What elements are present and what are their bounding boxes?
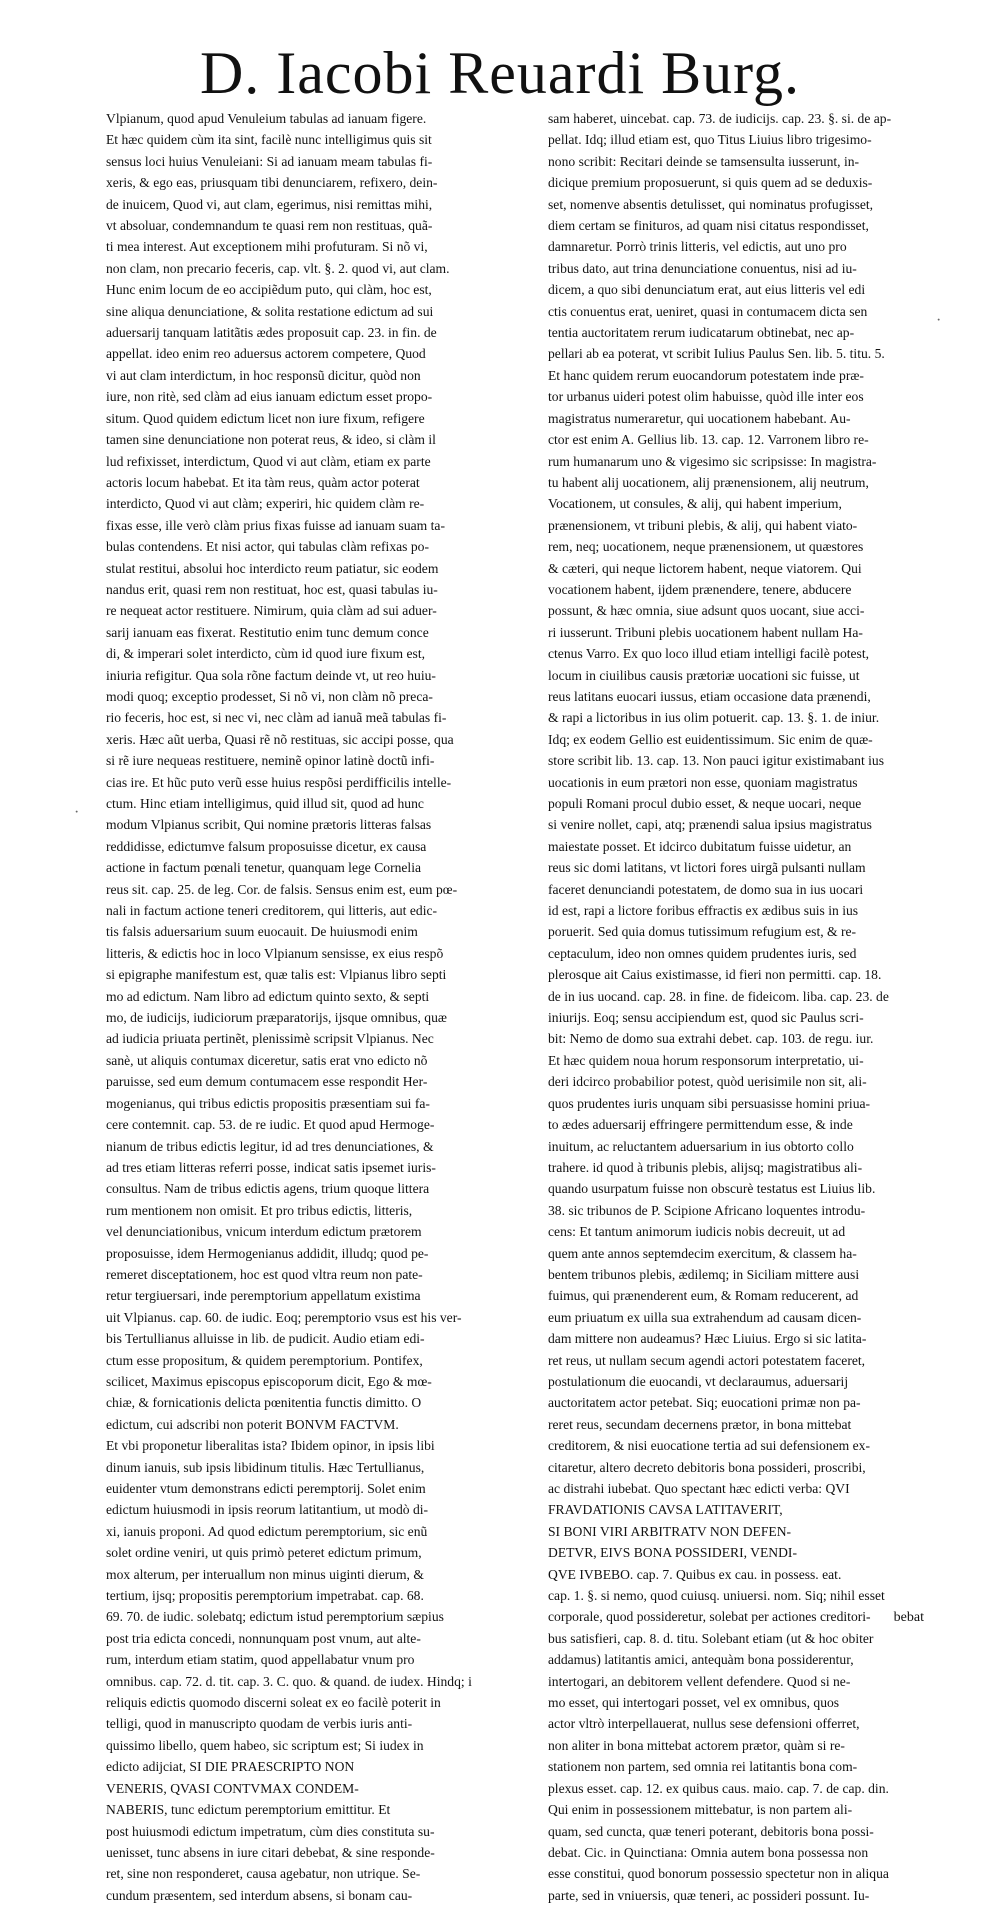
text-line: Qui enim in possessionem mittebatur, is non partem ali- xyxy=(548,1802,853,1818)
text-line: modum Vlpianus scribit, Qui nomine prætoris litteras falsas xyxy=(106,817,432,833)
text-line: addamus) latitantis amici, antequàm bona possiderentur, xyxy=(548,1652,854,1668)
text-line: populi Romani procul dubio esset, & neque uocari, neque xyxy=(548,796,862,811)
text-line: consultus. Nam de tribus edictis agens, trium quoque littera xyxy=(106,1181,430,1197)
text-line: ret reus, ut nullam secum agendi actori potestatem faceret, xyxy=(548,1352,866,1368)
text-line: bus satisfieri, cap. 8. d. titu. Solebant etiam (ut & hoc obiter xyxy=(548,1630,874,1646)
text-line: modi quoq; exceptio prodesset, Si nõ vi, non clàm nõ preca- xyxy=(106,688,433,704)
text-line: mo esset, qui intertogari posset, vel ex omnibus, quos xyxy=(548,1695,840,1711)
text-line: poruerit. Sed quia domus tutissimum refugium est, & re- xyxy=(548,924,857,940)
text-line: mox alterum, per interuallum non minus uiginti dierum, & xyxy=(106,1566,424,1582)
text-line: trahere. id quod à tribunis plebis, alijsq; magistratibus ali- xyxy=(548,1159,863,1175)
text-line: inuitum, ac reluctantem aduersarium in ius obtorto collo xyxy=(548,1138,854,1154)
text-line: VENERIS, QVASI CONTVMAX CONDEM- xyxy=(106,1780,359,1796)
text-line: & cæteri, qui neque lictorem habent, neque viatorem. Qui xyxy=(548,560,862,576)
text-line: diem certam se finituros, ad quam nisi citatus respondisset, xyxy=(548,218,869,234)
text-line: reliquis edictis quomodo discerni soleat ex eo facilè poterit in xyxy=(106,1695,441,1711)
text-line: edictum, cui adscribi non poterit BONVM FACTVM. xyxy=(106,1416,399,1432)
text-line: quam, sed cuncta, quæ teneri poterant, debitoris bona possi- xyxy=(548,1823,874,1839)
text-line: de inuicem, Quod vi, aut clam, egerimus, nisi remittas mihi, xyxy=(106,196,433,212)
text-line: NABERIS, tunc edictum peremptorium emittitur. Et xyxy=(106,1802,391,1818)
text-line: esse constitui, quod bonorum possessio spectetur non in aliqua xyxy=(548,1866,889,1882)
text-line: bit: Nemo de domo sua extrahi debet. cap. 103. de regu. iur. xyxy=(548,1031,874,1047)
text-line: intertogari, an debitorem vellent defendere. Quod si ne- xyxy=(548,1673,851,1689)
text-line: fixas esse, ille verò clàm prius fixas fuisse ad ianuam suam ta- xyxy=(106,517,445,533)
text-line: ctis conuentus erat, ueniret, quasi in contumacem dicta sen xyxy=(548,303,868,319)
text-line: id est, rapi a lictore foribus effractis ex ædibus suis in ius xyxy=(548,903,859,919)
text-line: vi aut clam interdictum, in hoc responsũ dicitur, quòd non xyxy=(106,367,421,383)
text-line: debat. Cic. in Quinctiana: Omnia autem bona possessa non xyxy=(548,1844,869,1860)
text-line: tamen sine denunciatione non poterat reus, & ideo, si clàm il xyxy=(106,432,436,448)
text-line: telligi, quod in manuscripto quodam de verbis iuris anti- xyxy=(106,1716,413,1732)
text-line: nono scribit: Recitari deinde se tamsensulta iusserunt, in- xyxy=(548,153,860,169)
text-line: dinum ianuis, sub ipsis libidinum titulis. Hæc Tertullianus, xyxy=(106,1459,425,1475)
text-line: mogenianus, qui tribus edictis propositis præsentiam sui fa- xyxy=(106,1095,430,1111)
text-line: reret reus, secundam decernens prætor, in bona mittebat xyxy=(548,1416,852,1432)
text-line: stulat restitui, absolui hoc interdicto reum patiatur, sic eodem xyxy=(106,560,439,576)
text-line: Et vbi proponetur liberalitas ista? Ibidem opinor, in ipsis libi xyxy=(106,1438,435,1454)
text-line: set, nomenve absentis detulisset, qui nominatus profugisset, xyxy=(548,196,874,212)
text-line: store scribit lib. 13. cap. 13. Non pauci igitur existimabant ius xyxy=(548,753,885,769)
text-line: ac distrahi iubebat. Quo spectant hæc edicti verba: QVI xyxy=(548,1481,850,1496)
text-line: parte, sed in vniuersis, quæ teneri, ac possideri possunt. Iu- xyxy=(548,1887,870,1903)
text-line: tu habent alij uocationem, alij prænensionem, alij neutrum, xyxy=(548,474,869,490)
text-line: bentem tribunos plebis, ædilemq; in Siciliam mittere ausi xyxy=(548,1266,860,1282)
text-line: postulationum die euocandi, vt declaraumus, aduersarij xyxy=(548,1373,849,1389)
text-line: cap. 1. §. si nemo, quod cuiusq. uniuersi. nom. Siq; nihil esset xyxy=(548,1588,885,1604)
text-line: interdicto, Quod vi aut clàm; experiri, hic quidem clàm re- xyxy=(106,496,425,512)
text-line: sam haberet, uincebat. cap. 73. de iudicijs. cap. 23. §. si. de ap- xyxy=(548,111,892,126)
text-line: actione in factum pœnali tenetur, quanquam lege Cornelia xyxy=(106,860,422,876)
text-line: to ædes aduersarij effringere permittendum esse, & inde xyxy=(548,1117,853,1133)
text-line: cere contemnit. cap. 53. de re iudic. Et quod apud Hermoge- xyxy=(106,1117,435,1133)
text-line: ad iudicia priuata pertinẽt, plenissimè scripsit Vlpianus. Nec xyxy=(106,1031,434,1047)
text-line: uit Vlpianus. cap. 60. de iudic. Eoq; peremptorio vsus est his ver- xyxy=(106,1309,462,1325)
text-line: appellat. ideo enim reo aduersus actorem competere, Quod xyxy=(106,346,426,362)
text-line: uenisset, tunc absens in iure citari debebat, & sine responde- xyxy=(106,1844,435,1860)
text-line: cundum præsentem, sed interdum absens, si bonam cau- xyxy=(106,1887,413,1903)
text-line: xeris, & ego eas, priusquam tibi denunciarem, refixero, dein- xyxy=(106,175,438,191)
text-line: sanè, ut aliquis contumax diceretur, satis erat vno edicto nõ xyxy=(106,1052,428,1068)
text-line: QVE IVBEBO. cap. 7. Quibus ex cau. in possess. eat. xyxy=(548,1566,842,1582)
text-line: Et hanc quidem rerum euocandorum potestatem inde præ- xyxy=(548,367,864,383)
text-line: nali in factum actione teneri creditorem, qui litteris, aut edic- xyxy=(106,903,438,919)
text-line: & rapi a lictoribus in ius olim potuerit. cap. 13. §. 1. de iniur. xyxy=(548,710,880,726)
text-line: sine aliqua denunciatione, & solita restatione edictum ad sui xyxy=(106,303,434,319)
text-line: rio feceris, hoc est, si nec vi, nec clàm ad ianuã meã tabulas fi- xyxy=(106,710,447,726)
text-line: actor vltrò interpellauerat, nullus sese defensioni offerret, xyxy=(548,1716,860,1732)
text-line: auctoritatem actor petebat. Siq; euocationi primæ non pa- xyxy=(548,1395,861,1411)
text-line: xi, ianuis proponi. Ad quod edictum peremptorium, sic enũ xyxy=(106,1523,428,1539)
text-line: pellat. Idq; illud etiam est, quo Titus Liuius libro trigesimo- xyxy=(548,132,872,148)
text-line: non clam, non precario feceris, cap. vlt. §. 2. quod vi, aut clam. xyxy=(106,260,450,276)
text-line: tis falsis aduersarium suum euocauit. De huiusmodi enim xyxy=(106,924,418,940)
text-line: litteris, & edictis hoc in loco Vlpianum sensisse, ex eius respõ xyxy=(106,945,444,961)
text-line: stationem non partem, sed omnia rei latitantis bona com- xyxy=(548,1759,858,1775)
text-line: xeris. Hæc aũt uerba, Quasi rẽ nõ restituas, sic accipi posse, qua xyxy=(106,731,454,747)
text-line: non aliter in bona mittebat actorem prætor, quàm si re- xyxy=(548,1737,845,1753)
text-line: chiæ, & fornicationis delicta pœnitentia functis dimitto. O xyxy=(106,1395,422,1411)
text-line: uocationis in eum prætori non esse, quoniam magistratus xyxy=(548,774,858,790)
text-line: dam mittere non audeamus? Hæc Liuius. Ergo si sic latita- xyxy=(548,1331,867,1347)
text-line: rum, interdum etiam statim, quod appellabatur vnum pro xyxy=(106,1652,415,1668)
text-line: DETVR, EIVS BONA POSSIDERI, VENDI- xyxy=(548,1545,797,1561)
text-line: iniurijs. Eoq; sensu accipiendum est, quod sic Paulus scri- xyxy=(548,1010,864,1026)
text-line: di, & imperari solet interdicto, cùm id quod iure fixum est, xyxy=(106,646,426,662)
text-line: Et hæc quidem cùm ita sint, facilè nunc intelligimus quis sit xyxy=(106,132,432,148)
text-line: ctum esse propositum, & quidem peremptorium. Pontifex, xyxy=(106,1352,423,1368)
text-line: possunt, & hæc omnia, siue adsunt quos uocant, siue acci- xyxy=(548,603,865,619)
text-line: plexus esset. cap. 12. ex quibus caus. maio. cap. 7. de cap. din. xyxy=(548,1780,889,1796)
text-line: rum mentionem non omisit. Et pro tribus edictis, litteris, xyxy=(106,1202,413,1218)
text-line: iniuria refigitur. Qua sola rõne factum deinde vt, ut reo huiu- xyxy=(106,667,436,683)
text-line: si venire nollet, capi, atq; prænendi salua ipsius magistratus xyxy=(548,817,872,833)
text-line: Hunc enim locum de eo accipiẽdum puto, qui clàm, hoc est, xyxy=(106,282,432,298)
text-line: reus sit. cap. 25. de leg. Cor. de falsis. Sensus enim est, eum pœ- xyxy=(106,881,458,897)
text-line: citaretur, altero decreto debitoris bona possideri, proscribi, xyxy=(548,1459,866,1475)
text-line: ceptaculum, ideo non omnes quidem prudentes iuris, sed xyxy=(548,945,857,961)
text-line: reddidisse, edictumve falsum proposuisse dicetur, ex causa xyxy=(106,838,427,854)
text-line: vocationem habent, ijdem prænendere, tenere, abducere xyxy=(548,581,852,597)
text-line: creditorem, & nisi euocatione tertia ad sui defensionem ex- xyxy=(548,1438,870,1454)
text-line: SI BONI VIRI ARBITRATV NON DEFEN- xyxy=(548,1523,792,1539)
text-line: sensus loci huius Venuleiani: Si ad ianuam meam tabulas fi- xyxy=(106,153,433,169)
text-line: tentia auctoritatem rerum iudicatarum obtinebat, nec ap- xyxy=(548,325,855,341)
text-line: rum humanarum uno & vigesimo sic scripsisse: In magistra- xyxy=(548,453,877,469)
text-line: maiestate posset. Et idcirco dubitatum fuisse uidetur, an xyxy=(548,838,852,854)
text-line: Idq; ex eodem Gellio est euidentissimum. Sic enim de quæ- xyxy=(548,731,873,747)
text-line: solet ordine veniri, ut quis primò peteret edictum primum, xyxy=(106,1545,422,1561)
text-line: plerosque ait Caius existimasse, id fieri non permitti. cap. 18. xyxy=(548,967,882,983)
text-line: ret, sine non responderet, causa agebatur, non utrique. Se- xyxy=(106,1866,421,1882)
text-line: quos prudentes iuris unquam sibi persuasisse homini priua- xyxy=(548,1095,871,1111)
text-line: omnibus. cap. 72. d. tit. cap. 3. C. quo. & quand. de iudex. Hindq; i xyxy=(106,1673,472,1689)
text-line: rem, neq; uocationem, neque prænensionem, ut quæstores xyxy=(548,539,864,555)
text-line: post huiusmodi edictum impetratum, cùm dies constituta su- xyxy=(106,1823,435,1839)
text-line: Et hæc quidem noua horum responsorum interpretatio, ui- xyxy=(548,1052,864,1068)
text-line: si epigraphe manifestum est, quæ talis est: Vlpianus libro septi xyxy=(106,967,447,983)
text-line: damnaretur. Porrò trinis litteris, vel edictis, aut uno pro xyxy=(548,239,847,255)
right-column xyxy=(548,108,918,1906)
text-line: deri idcirco probabilior potest, quòd uerisimile non sit, ali- xyxy=(548,1074,867,1090)
text-line: lud refixisset, interdictum, Quod vi aut clàm, etiam ex parte xyxy=(106,453,431,469)
text-line: sarij ianuam eas fixerat. Restitutio enim tunc demum conce xyxy=(106,624,429,640)
text-line: tertium, ijsq; propositis peremptorium impetrabat. cap. 68. xyxy=(106,1588,424,1604)
text-line: reus latitans euocari iussus, etiam occasione data prænendi, xyxy=(548,688,871,704)
text-line: dicique premium proposuerunt, si quis quem ad se deduxis- xyxy=(548,175,873,191)
left-column xyxy=(106,108,532,1906)
text-line: mo, de iudicijs, iudiciorum præparatorijs, ijsque omnibus, quæ xyxy=(106,1010,447,1026)
text-line: edicto adijciat, SI DIE PRAESCRIPTO NON xyxy=(106,1759,355,1775)
text-line: quem ante annos septemdecim exercitum, & classem ha- xyxy=(548,1245,857,1261)
text-line: cens: Et tantum animorum iudicis nobis decreuit, ut ad xyxy=(548,1224,846,1240)
text-line: ctor est enim A. Gellius lib. 13. cap. 12. Varronem libro re- xyxy=(548,432,869,448)
text-line: quissimo libello, quem habeo, sic scriptum est; Si iudex in xyxy=(106,1737,424,1753)
text-line: Vocationem, ut consules, & alij, qui habent imperium, xyxy=(548,496,842,512)
text-line: post tria edicta concedi, nonnunquam post vnum, aut alte- xyxy=(106,1630,421,1646)
text-line: ti mea interest. Aut exceptionem mihi profuturam. Si nõ vi, xyxy=(106,239,428,255)
text-line: remeret disceptationem, hoc est quod vltra reum non pate- xyxy=(106,1266,423,1282)
text-line: dicem, a quo sibi denunciatum erat, aut eius litteris vel edi xyxy=(548,282,866,298)
text-line: tor urbanus uideri potest olim habuisse, quòd ille inter eos xyxy=(548,389,864,405)
text-line: eum priuatum ex uilla sua extrahendum ad causam dicen- xyxy=(548,1309,862,1325)
text-line: magistratus numeraretur, qui uocationem habebant. Au- xyxy=(548,410,851,426)
text-line: FRAVDATIONIS CAVSA LATITAVERIT, xyxy=(548,1502,783,1518)
text-line: scilicet, Maximus episcopus episcoporum dicit, Ego & mœ- xyxy=(106,1373,432,1389)
text-line: Vlpianum, quod apud Venuleium tabulas ad ianuam figere. xyxy=(106,111,427,126)
text-line: prænensionem, vt tribuni plebis, & alij, qui habent viato- xyxy=(548,517,858,533)
text-line: fuimus, qui prænenderent eum, & Romam reducerent, ad xyxy=(548,1288,859,1304)
text-line: ad tres etiam litteras referri posse, indicat satis ipsemet iuris- xyxy=(106,1159,436,1175)
text-line: de in ius uocand. cap. 28. in fine. de fideicom. liba. cap. 23. de xyxy=(548,988,889,1004)
margin-mark: · xyxy=(936,312,942,329)
text-line: iure, non ritè, sed clàm ad eius ianuam edictum esset propo- xyxy=(106,389,433,405)
text-line: pellari ab ea poterat, vt scribit Iulius Paulus Sen. lib. 5. titu. 5. xyxy=(548,346,885,362)
text-line: si rẽ iure nequeas restituere, neminẽ opinor latinè doctũ infi- xyxy=(106,753,435,769)
running-head: D. Iacobi Reuardi Burg. xyxy=(199,40,801,106)
text-line: reus sic domi latitans, vt lictori fores uirgã pulsanti nullam xyxy=(548,860,866,876)
text-line: cias ire. Et hũc puto verũ esse huius respõsi perdifficilis intelle- xyxy=(106,774,452,790)
text-line: quando usurpatum fuisse non obscurè testatus est Liuius lib. xyxy=(548,1181,876,1197)
text-line: 69. 70. de iudic. solebatq; edictum istud peremptorium sæpius xyxy=(106,1609,444,1625)
text-line: edictum huiusmodi in ipsis reorum latitantium, ut modò di- xyxy=(106,1502,429,1518)
text-line: ctenus Varro. Ex quo loco illud etiam intelligi facilè potest, xyxy=(548,646,870,662)
margin-mark: · xyxy=(74,804,80,821)
text-line: 38. sic tribunos de P. Scipione Africano loquentes introdu- xyxy=(548,1202,866,1218)
text-line: paruisse, sed eum demum contumacem esse respondit Her- xyxy=(106,1074,428,1090)
text-line: nandus erit, quasi rem non restituat, hoc est, quasi tabulas iu- xyxy=(106,581,438,597)
text-line: nianum de tribus edictis legitur, id ad tres denunciationes, & xyxy=(106,1138,434,1154)
text-line: situm. Quod quidem edictum licet non iure fixum, refigere xyxy=(106,410,425,426)
text-line: bulas contendens. Et nisi actor, qui tabulas clàm refixas po- xyxy=(106,539,429,555)
text-line: faceret denunciandi potestatem, de domo sua in ius uocari xyxy=(548,881,864,897)
text-line: euidenter vtum demonstrans edicti peremptorij. Solet enim xyxy=(106,1481,426,1496)
text-line: corporale, quod possideretur, solebat per actiones creditori- xyxy=(548,1609,871,1625)
text-line: retur tergiuersari, inde peremptorium appellatum existima xyxy=(106,1288,421,1304)
text-line: ctum. Hinc etiam intelligimus, quid illud sit, quod ad hunc xyxy=(106,796,424,811)
text-line: mo ad edictum. Nam libro ad edictum quinto sexto, & septi xyxy=(106,988,430,1004)
text-line: bis Tertullianus alluisse in lib. de pudicit. Audio etiam edi- xyxy=(106,1331,425,1347)
catchword: bebat xyxy=(893,1610,924,1625)
text-line: proposuisse, idem Hermogenianus addidit, illudq; quod pe- xyxy=(106,1245,429,1261)
text-line: locum in ciuilibus causis prætoriæ uocationi sic fuisse, ut xyxy=(548,667,860,683)
text-line: aduersarij tanquam latitãtis ædes proposuit cap. 23. in fin. de xyxy=(106,325,437,341)
text-line: tribus dato, aut trina denunciatione conuentus, nisi ad iu- xyxy=(548,260,857,276)
text-line: ri iusserunt. Tribuni plebis uocationem habent nullam Ha- xyxy=(548,624,863,640)
text-line: re nequeat actor restituere. Nimirum, quia clàm ad sui aduer- xyxy=(106,603,437,619)
text-line: vel denunciationibus, vnicum interdum edictum prætorem xyxy=(106,1224,422,1240)
text-line: vt absoluar, condemnandum te quasi rem non restituas, quã- xyxy=(106,218,433,234)
text-line: actoris locum habebat. Et ita tàm reus, quàm actor poterat xyxy=(106,474,420,490)
